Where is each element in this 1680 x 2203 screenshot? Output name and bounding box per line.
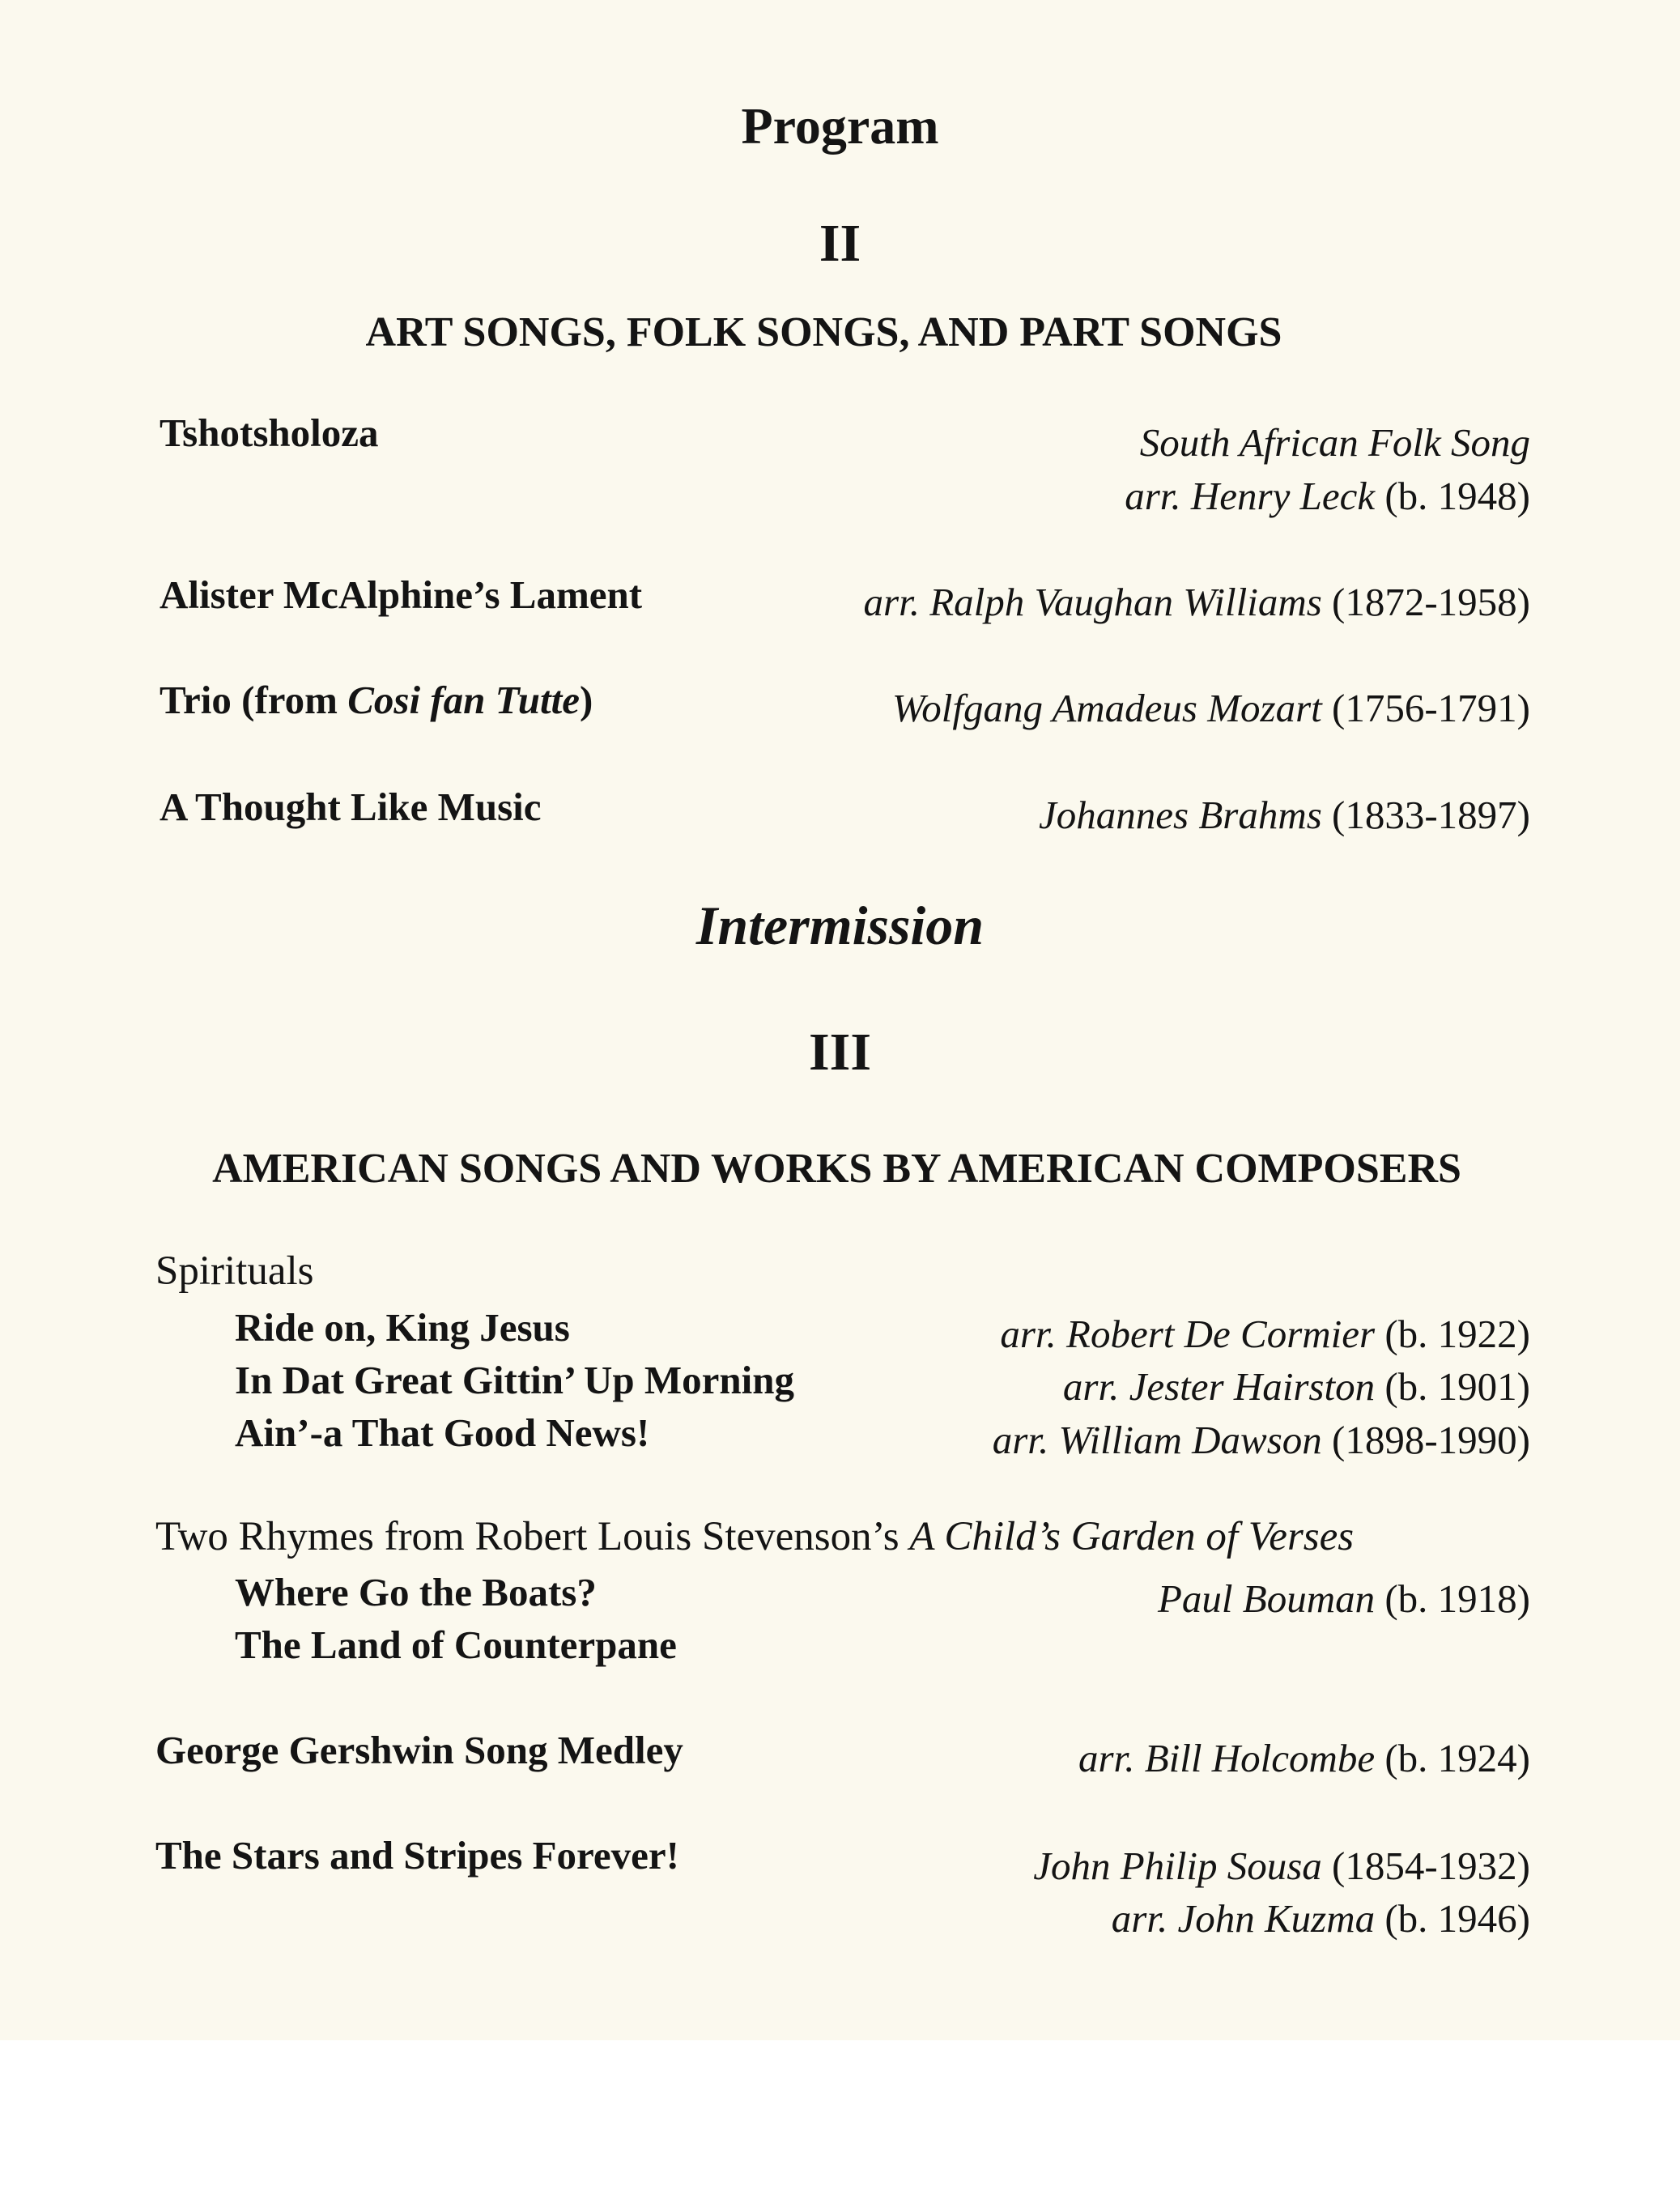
arranger-name: arr. John Kuzma (1111, 1896, 1376, 1941)
part-iii-numeral: III (808, 1023, 872, 1082)
piece-credit (1033, 1846, 1530, 1886)
arranger-name: arr. Ralph Vaughan Williams (863, 580, 1322, 624)
piece-credit (864, 582, 1530, 622)
piece-credit (1125, 476, 1530, 516)
composer-name: Johannes Brahms (1039, 793, 1322, 837)
spiritual-title: Ride on, King Jesus (235, 1305, 570, 1350)
piece-title-prefix: Trio (from (159, 678, 348, 722)
piece-credit (1139, 420, 1530, 465)
rhymes-label (155, 1516, 1354, 1558)
piece-title: Alister McAlphine’s Lament (159, 572, 643, 617)
piece-title: Tshotsholoza (159, 410, 379, 455)
rhymes-label-plain: Two Rhymes from Robert Louis Stevenson’s (155, 1514, 910, 1559)
spiritual-credit (1062, 1364, 1530, 1409)
piece-title: The Stars and Stripes Forever! (155, 1833, 679, 1878)
credit-dates: (b. 1924) (1384, 1736, 1530, 1780)
piece-credit (1078, 1738, 1530, 1778)
intermission-heading: Intermission (695, 895, 985, 956)
composer-name: Wolfgang Amadeus Mozart (891, 686, 1322, 730)
part-iii-heading: AMERICAN SONGS AND WORKS BY AMERICAN COMPOSERS (212, 1146, 1461, 1192)
credit-dates: (1898-1990) (1332, 1418, 1530, 1462)
composer-name: Paul Bouman (1157, 1576, 1376, 1621)
rhyme-title: Where Go the Boats? (235, 1570, 597, 1614)
spiritual-title: In Dat Great Gittin’ Up Morning (235, 1358, 794, 1402)
credit-dates: (b. 1922) (1384, 1312, 1530, 1356)
composer-name: John Philip Sousa (1033, 1844, 1322, 1888)
rhyme-title: The Land of Counterpane (235, 1622, 677, 1667)
rhyme-credit (1157, 1576, 1530, 1621)
spiritual-title: Ain’-a That Good News! (235, 1410, 650, 1455)
composer-name: South African Folk Song (1139, 420, 1530, 465)
piece-credit (1039, 795, 1530, 835)
part-ii-numeral: II (819, 214, 861, 273)
spirituals-label: Spirituals (155, 1248, 314, 1294)
arranger-name: arr. Robert De Cormier (1000, 1312, 1376, 1356)
arranger-name: arr. Jester Hairston (1062, 1364, 1376, 1409)
credit-dates: (b. 1948) (1384, 474, 1530, 518)
piece-title-suffix: ) (580, 678, 593, 722)
credit-dates: (1854-1932) (1332, 1844, 1530, 1888)
page-title: Program (741, 97, 939, 155)
arranger-name: arr. Henry Leck (1125, 474, 1376, 518)
piece-title: George Gershwin Song Medley (155, 1728, 683, 1772)
spiritual-credit (993, 1420, 1530, 1460)
spiritual-credit (1000, 1314, 1530, 1354)
piece-title: A Thought Like Music (159, 785, 542, 829)
book-title: A Child’s Garden of Verses (909, 1514, 1355, 1559)
piece-credit (892, 688, 1530, 728)
credit-dates: (b. 1901) (1384, 1364, 1530, 1409)
credit-dates: (1872-1958) (1332, 580, 1530, 624)
opera-title: Cosi fan Tutte (347, 678, 581, 722)
arranger-name: arr. Bill Holcombe (1078, 1736, 1376, 1780)
arranger-name: arr. William Dawson (992, 1418, 1322, 1462)
credit-dates: (1756-1791) (1332, 686, 1530, 730)
credit-dates: (b. 1946) (1384, 1896, 1530, 1941)
piece-title (159, 680, 593, 720)
credit-dates: (b. 1918) (1384, 1576, 1530, 1621)
piece-credit (1111, 1896, 1530, 1941)
credit-dates: (1833-1897) (1332, 793, 1530, 837)
part-ii-heading: ART SONGS, FOLK SONGS, AND PART SONGS (365, 309, 1282, 355)
